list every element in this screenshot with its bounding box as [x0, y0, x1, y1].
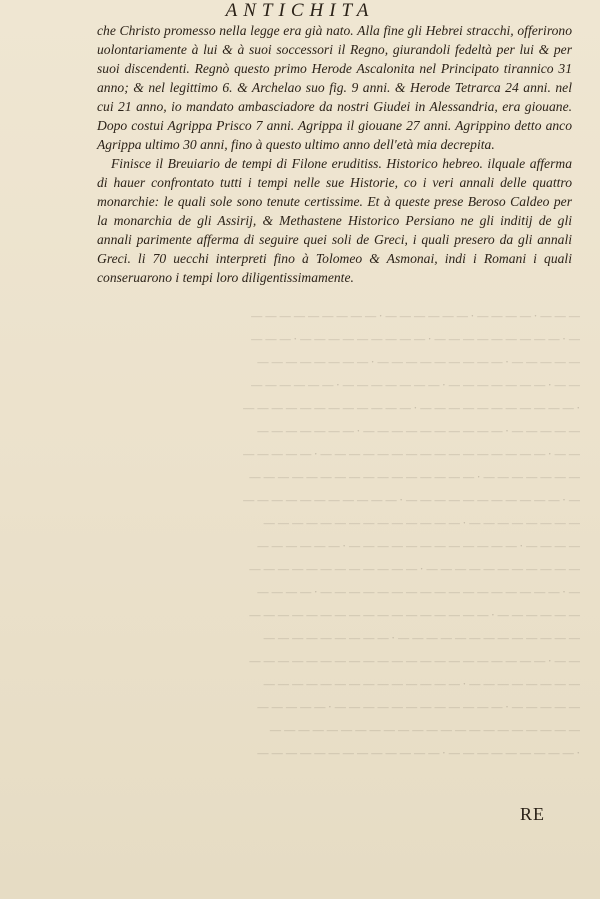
- show-through-texture: — — — · — — — — · — — — — — — · — — — — — — — — — — · — — — — — — — — — · — — — — — — — — — · — — — — — — — — · — — — — — — — — — · — — — — — — — — — — · — — — — — — — · — — — — — — — · — — — — — — · — — — — — — — — — — — · — — — — — — — — — — — — — — — — — · — — — — — — — — — — · — — — — — — — — — · — — — — — — — — — — — — — — — — · — — — — — — — — — — — — · — — — — — — — — — — — — — — — — — · — — — — — — — — — — — · — — — — — — — — — — — — — — — — — — — · — — — — — — — — — — — — — — — — — — · — — — — — — — — — — — — · — — — — — — — — — — — — — — — — — · — — — — — — — — — — — — — · — — — — — — — — — — — — — — — — — · — — — — — — — — — — · — — — — — — — — — — — — — — — — — — — — — — — — — — — — — — · — — — — — — — — — — — · — — — — — — — — — — — — — — — — — — — — — — — — — — — — — · — — — — — — — — — — — — — — — — — — — · — — — — — — — — — — — — · — — — — — — — — — — — — — — — — — — — — — — — — — — — · — — — — — — — — — · — — — — — — — — — — — — —: [243, 309, 580, 760]
- catchword: RE: [519, 804, 545, 824]
- running-header: ANTICHITA: [225, 0, 375, 21]
- paragraph-1: che Christo promesso nella legge era già nato. Alla fine gli Hebrei stracchi, offerirono uolontariamente à lui & à suoi soccessori il Regno, giurandoli fedeltà per lui & per suoi discendenti. Regnò questo primo Herode Ascalonita nel Principato tirannico 31 anno; & nel legittimo 6. & Archelao suo fig. 9 anni. & Herode Tetrarca 24 anni. nel cui 21 anno, io mandato ambasciadore da nostri Giudei in Alessandria, era giouane. Dopo costui Agrippa Prisco 7 anni. Agrippa il giouane 27 anni. Agrippino detto anco Agrippa ultimo 30 anni, fino à questo ultimo anno dell'età mia decrepita.: [97, 23, 572, 152]
- paragraph-2: Finisce il Breuiario de tempi di Filone eruditiss. Historico hebreo. ilquale afferma di hauer confrontato tutti i tempi nelle sue Historie, co i veri annali delle quattro monarchie: le quali sole sono tenute certissime. Et à queste prese Beroso Caldeo per la monarchia de gli Assirij, & Methastene Historico Persiano ne gli inditij de gli annali parimente afferma di seguire quei soli de Greci, i quali presero da gli annali Greci. li 70 uecchi interpreti fino à Tolomeo & Asmonai, indi i Romani i quali conseruarono i tempi loro diligentissimamente.: [97, 156, 572, 285]
- body-text: [97, 21, 572, 287]
